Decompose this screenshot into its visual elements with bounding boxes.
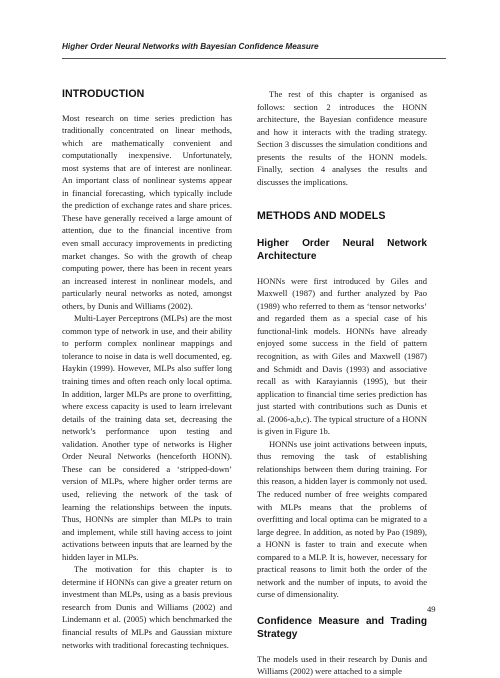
honn-paragraph-1: HONNs were first introduced by Giles and Maxwell (1987) and further analyzed by Pao (1989) who referred to them as ‘tensor networks’ and regarded them as a special case of his functional-link models. HONNs have already enjoyed some success in the field of pattern recognition, as with Giles and Maxwell (1987) and Schmidt and Davis (1993) and associative recall as with Karayiannis (1995), but their application to financial time series prediction has just started with contributions such as Dunis et al. (2006-a,b,c). The typical structure of a HONN is given in Figure 1b. [257,275,427,437]
spacer [62,101,232,112]
spacer [257,601,427,615]
methods-heading: METHODS AND MODELS [257,210,386,223]
intro-paragraph-1: Most research on time series prediction has traditionally concentrated on linear methods, which are mathematically convenient and computationally inexpensive. Unfortunately, most systems that are of interest are nonlinear. An important class of nonlinear systems appear in financial forecasting, which typically include the prediction of exchange rates and share prices. These have generally received a large amount of attention, due to the financial incentive from even small accuracy improvements in predicting market changes. So with the growth of cheap computing power, there has been in recent years an increased interest in nonlinear models, and particularly neural networks as noted, amongst others, by Dunis and Williams (2002). [62,112,232,311]
intro-paragraph-4: The rest of this chapter is organised as follows: section 2 introduces the HONN architecture, the Bayesian confidence measure and how it interacts with the trading strategy. Section 3 discusses the simulation conditions and presents the results of the HONN models. Finally, section 4 analyses the results and discusses the implications. [257,89,427,187]
honn-architecture-heading: Higher Order Neural Network Architecture [257,237,427,263]
honn-paragraph-2: HONNs use joint activations between inputs, thus removing the task of establishing relationships between them during training. For this reason, a hidden layer is commonly not used. The reduced number of free weights compared with MLPs means that the problems of overfitting and local optima can be migrated to a large degree. In addition, as noted by Pao (1989), a HONN is faster to train and execute when compared to a MLP. It is, however, necessary for practical reasons to limit both the order of the network and the number of inputs, to avoid the curse of dimensionality. [257,438,427,600]
right-column [257,88,427,678]
running-title: Higher Order Neural Networks with Bayesian Confidence Measure [62,42,319,51]
spacer [257,264,427,275]
header-rule [62,58,446,59]
intro-paragraph-2: Multi-Layer Perceptrons (MLPs) are the most common type of network in use, and their ability to perform complex nonlinear mappings and tolerance to noise in data is well documented, eg. Haykin (1999). However, MLPs also suffer long training times and often reach only local optima. In addition, larger MLPs are prone to overfitting, where excess capacity is used to learn irrelevant details of the training data set, decreasing the network’s performance upon testing and validation. Another type of networks is Higher Order Neural Networks (henceforth HONN). These can be considered a ‘stripped-down’ version of MLPs, where higher order terms are used, relieving the network of the task of learning the relationships between the inputs. Thus, HONNs are simpler than MLPs to train and implement, while still having access to joint activations between inputs that are learned by the hidden layer in MLPs. [62,313,232,562]
spacer [257,642,427,653]
spacer [257,223,427,237]
confidence-measure-heading: Confidence Measure and Trading Strategy [257,615,427,641]
page-number: 49 [427,604,436,614]
intro-paragraph-3: The motivation for this chapter is to determine if HONNs can give a greater return on investment than MLPs, using as a basis previous research from Dunis and Williams (2002) and Lindemann et al. (2005) which benchmarked the financial results of MLPs and Gaussian mixture networks with traditional forecasting techniques. [62,564,232,650]
left-column [62,88,232,651]
introduction-heading: INTRODUCTION [62,88,145,100]
confidence-paragraph-1: The models used in their research by Dunis and Williams (2002) were attached to a simple [257,653,427,677]
spacer [257,188,427,210]
